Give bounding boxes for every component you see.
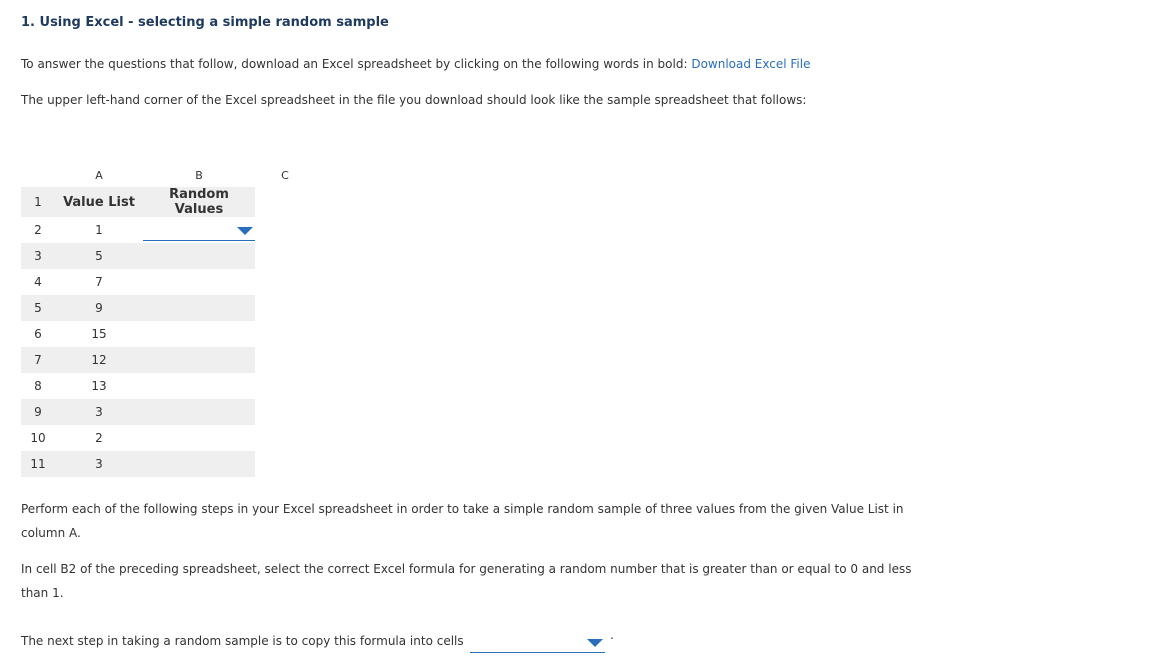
table-row xyxy=(21,269,315,295)
row-number: 4 xyxy=(34,275,42,289)
row-number: 6 xyxy=(34,327,42,341)
table-row xyxy=(21,217,315,243)
table-row xyxy=(21,399,315,425)
table-row xyxy=(21,451,315,477)
dropdown-arrow-icon xyxy=(587,639,603,647)
table-row xyxy=(21,373,315,399)
row-number: 10 xyxy=(30,431,46,445)
column-header-a: A xyxy=(95,168,103,182)
column-header-b: B xyxy=(195,168,203,182)
step-instructions: Perform each of the following steps in your Excel spreadsheet in order to take a simple random sample of three values from the given Value List in column A. xyxy=(21,502,904,540)
table-row xyxy=(21,321,315,347)
column-header-row xyxy=(21,163,315,187)
corner-cell xyxy=(21,163,55,187)
value-cell: 5 xyxy=(55,243,143,269)
value-cell: 9 xyxy=(55,295,143,321)
copy-cells-dropdown[interactable] xyxy=(470,634,605,653)
row-number: 2 xyxy=(34,223,42,237)
table-row xyxy=(21,243,315,269)
column-header-c: C xyxy=(281,168,289,182)
next-step-text: The next step in taking a random sample is to copy this formula into cells xyxy=(21,634,464,648)
value-cell: 2 xyxy=(95,431,103,445)
row-number: 11 xyxy=(21,451,55,477)
value-cell: 13 xyxy=(91,379,107,393)
dropdown-arrow-icon xyxy=(237,227,253,235)
value-cell: 1 xyxy=(95,223,103,237)
row-number: 7 xyxy=(21,347,55,373)
page-title: 1. Using Excel - selecting a simple random sample xyxy=(21,15,389,30)
row-number: 8 xyxy=(34,379,42,393)
table-row xyxy=(21,347,315,373)
table-row xyxy=(21,187,315,217)
b2-instructions: In cell B2 of the preceding spreadsheet, select the correct Excel formula for generating a random number that is greater than or equal to 0 and less than 1. xyxy=(21,562,912,600)
b2-formula-dropdown[interactable] xyxy=(143,222,255,241)
cell-b2 xyxy=(143,217,255,243)
sentence-period: . xyxy=(610,628,614,642)
intro-paragraph xyxy=(21,52,810,76)
value-cell: 7 xyxy=(95,275,103,289)
table-row xyxy=(21,425,315,451)
intro-text: To answer the questions that follow, download an Excel spreadsheet by clicking on the following words in bold: xyxy=(21,57,688,71)
value-list-header: Value List xyxy=(55,187,143,217)
value-cell: 12 xyxy=(55,347,143,373)
random-values-header: Random Values xyxy=(143,187,255,217)
value-cell: 3 xyxy=(55,399,143,425)
value-cell: 15 xyxy=(91,327,107,341)
row-number: 1 xyxy=(21,187,55,217)
sample-description: The upper left-hand corner of the Excel spreadsheet in the file you download should look like the sample spreadsheet that follows: xyxy=(21,93,807,107)
sample-spreadsheet xyxy=(21,163,315,477)
row-number: 9 xyxy=(21,399,55,425)
table-row xyxy=(21,295,315,321)
value-cell: 3 xyxy=(55,451,143,477)
download-excel-link[interactable]: Download Excel File xyxy=(691,57,811,71)
row-number: 5 xyxy=(21,295,55,321)
row-number: 3 xyxy=(21,243,55,269)
